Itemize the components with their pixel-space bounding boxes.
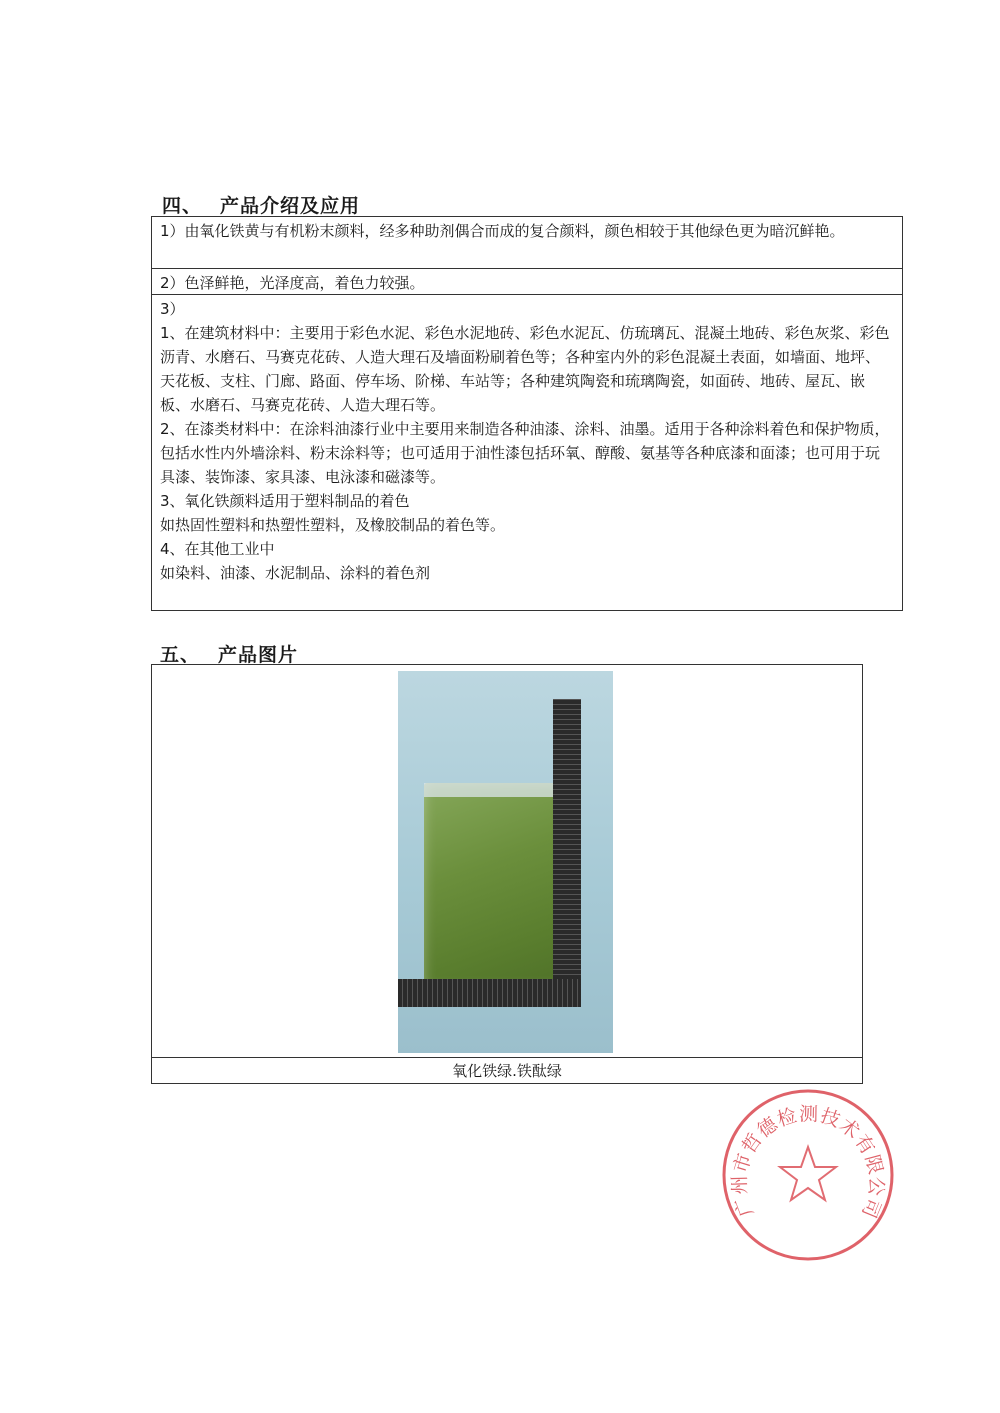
intro-row-2-text: 2）色泽鲜艳，光泽度高，着色力较强。 bbox=[160, 274, 425, 292]
green-pigment-bag bbox=[424, 783, 574, 988]
product-photo bbox=[398, 671, 613, 1053]
section-4-title: 产品介绍及应用 bbox=[220, 195, 361, 217]
application-item: 4、在其他工业中 bbox=[160, 540, 275, 558]
section-5-heading bbox=[160, 640, 298, 667]
application-item: 如热固性塑料和热塑性塑料，及橡胶制品的着色等。 bbox=[160, 516, 506, 534]
vertical-ruler bbox=[553, 699, 581, 999]
intro-row-2 bbox=[152, 269, 902, 295]
section-5-title: 产品图片 bbox=[218, 644, 299, 666]
intro-row-1-text: 1）由氧化铁黄与有机粉末颜料，经多种助剂偶合而成的复合颜料，颜色相较于其他绿色更为暗沉鲜艳。 bbox=[160, 222, 845, 240]
horizontal-ruler bbox=[398, 979, 581, 1007]
application-item: 如染料、油漆、水泥制品、涂料的着色剂 bbox=[160, 564, 431, 582]
application-item: 2、在漆类材料中：在涂料油漆行业中主要用来制造各种油漆、涂料、油墨。适用于各种涂料着色和保护物质，包括水性内外墙涂料、粉末涂料等；也可适用于油性漆包括环氧、醇酸、氨基等各种底漆和面漆；也可用于玩具漆、装饰漆、家具漆、电泳漆和磁漆等。 bbox=[160, 420, 890, 486]
intro-row-1 bbox=[152, 217, 902, 269]
section-5-number: 五、 bbox=[160, 644, 201, 666]
product-picture-table bbox=[151, 664, 863, 1084]
section-4-heading bbox=[162, 191, 360, 218]
company-seal-stamp bbox=[718, 1085, 898, 1265]
application-item: 1、在建筑材料中：主要用于彩色水泥、彩色水泥地砖、彩色水泥瓦、仿琉璃瓦、混凝土地砖、彩色灰浆、彩色沥青、水磨石、马赛克花砖、人造大理石及墙面粉刷着色等；各种室内外的彩色混凝土表面，如墙面、地坪、天花板、支柱、门廊、路面、停车场、阶梯、车站等；各种建筑陶瓷和琉璃陶瓷，如面砖、地砖、屋瓦、嵌板、水磨石、马赛克花砖、人造大理石等。 bbox=[160, 324, 890, 414]
seal-star-icon bbox=[780, 1147, 836, 1200]
seal-text: 广州市哲德检测技术有限公司 bbox=[728, 1103, 888, 1222]
intro-row-3 bbox=[152, 295, 902, 610]
product-intro-table bbox=[151, 216, 903, 611]
intro-row-3-label: 3） bbox=[160, 300, 185, 318]
section-4-number: 四、 bbox=[162, 195, 203, 217]
application-item: 3、氧化铁颜料适用于塑料制品的着色 bbox=[160, 492, 410, 510]
svg-text:广州市哲德检测技术有限公司 bbox=[729, 1103, 888, 1221]
picture-cell bbox=[152, 665, 862, 1058]
photo-caption: 氧化铁绿.铁酞绿 bbox=[452, 1062, 562, 1080]
